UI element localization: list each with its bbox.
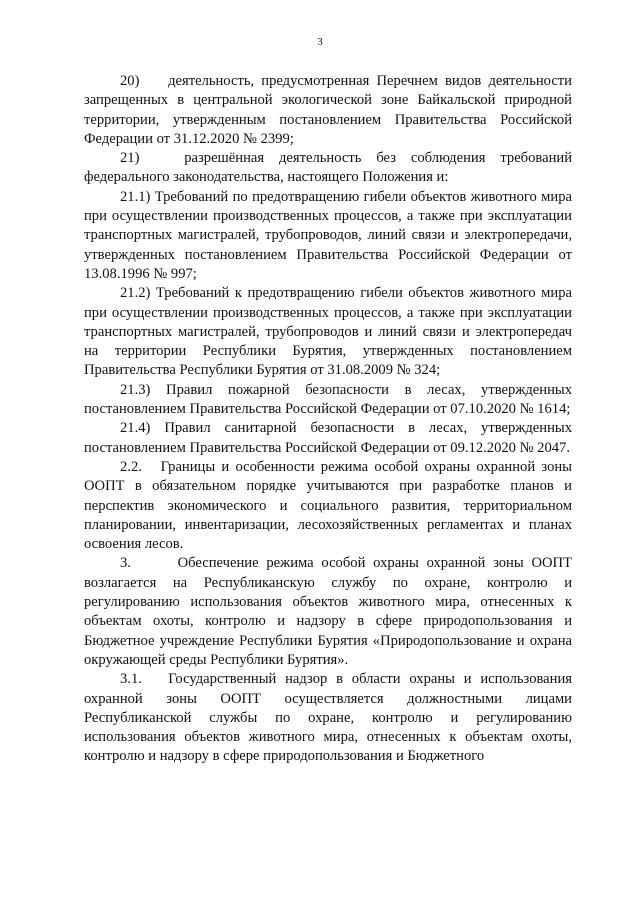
- paragraph-item-21-1: 21.1) Требований по предотвращению гибели объектов животного мира при осуществлении производственных процессов, а также при эксплуатации транспортных магистралей, трубопроводов, линий связи и электропередачи, утвержденных постановлением Правительства Российской Федерации от 13.08.1996 № 997;: [84, 188, 572, 282]
- paragraph-item-20: 20) деятельность, предусмотренная Перечнем видов деятельности запрещенных в центральной экологической зоне Байкальской природной территории, утвержденным постановлением Правительства Российской Федерации от 31.12.2020 № 2399;: [84, 73, 572, 147]
- paragraph-item-21-4: 21.4) Правил санитарной безопасности в лесах, утвержденных постановлением Правительства Российской Федерации от 09.12.2020 № 2047.: [84, 420, 572, 456]
- page-number: 3: [317, 36, 323, 48]
- document-body: [84, 72, 572, 767]
- paragraph-section-3: 3. Обеспечение режима особой охраны охранной зоны ООПТ возлагается на Республиканскую службу по охране, контролю и регулированию использования объектов животного мира, отнесенных к объектам охоты, контролю и надзору в сфере природопользования и Бюджетное учреждение Республики Бурятия «Природопользование и охрана окружающей среды Республики Бурятия».: [84, 555, 572, 668]
- paragraph-item-21-2: 21.2) Требований к предотвращению гибели объектов животного мира при осуществлении производственных процессов, а также при эксплуатации транспортных магистралей, трубопроводов и линий связи и электропередач на территории Республики Бурятия, утвержденных постановлением Правительства Республики Бурятия от 31.08.2009 № 324;: [84, 285, 572, 379]
- paragraph-item-21-3: 21.3) Правил пожарной безопасности в лесах, утвержденных постановлением Правительства Российской Федерации от 07.10.2020 № 1614;: [84, 381, 572, 418]
- paragraph-section-3-1: 3.1. Государственный надзор в области охраны и использования охранной зоны ООПТ осуществляется должностными лицами Республиканской службы по охране, контролю и регулированию использования объектов животного мира, отнесенных к объектам охоты, контролю и надзору в сфере природопользования и Бюджетного: [84, 671, 572, 765]
- paragraph-section-2-2: 2.2. Границы и особенности режима особой охраны охранной зоны ООПТ в обязательном порядке учитываются при разработке планов и перспектив экономического и социального развития, территориальном планировании, инвентаризации, лесохозяйственных регламентах и планах освоения лесов.: [84, 458, 572, 553]
- paragraph-item-21: 21) разрешённая деятельность без соблюдения требований федерального законодательства, настоящего Положения и:: [84, 150, 572, 186]
